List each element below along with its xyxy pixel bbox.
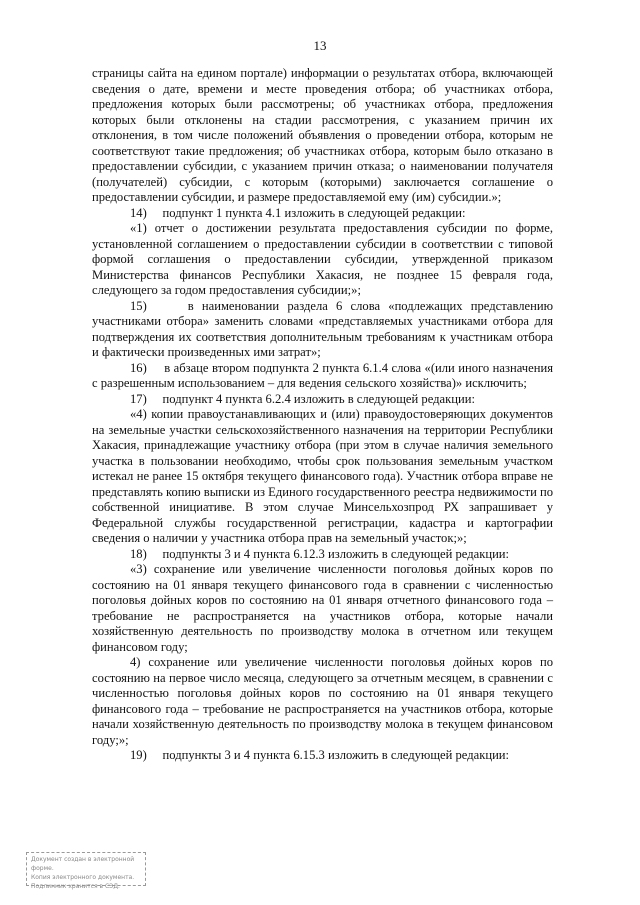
paragraph: «4) копии правоустанавливающих и (или) правоудостоверяющих документов на земельные участки сельскохозяйственного назначения на территории Республики Хакасия, принадлежащие участнику отбора (при этом в случае наличия земельного участка в пользовании необходимо, чтобы срок пользования земельным участком истекал не ранее 15 октября текущего финансового года). Участник отбора вправе не представлять копию выписки из Единого государственного реестра недвижимости по собственной инициативе. В этом случае Минсельхозпрод РХ запрашивает у Федеральной службы государственной регистрации, кадастра и картографии сведения о наличии у участника отбора прав на земельный участок;»; (92, 407, 553, 545)
paragraph: 19) подпункты 3 и 4 пункта 6.15.3 изложить в следующей редакции: (130, 748, 510, 762)
paragraph: 17) подпункт 4 пункта 6.2.4 изложить в следующей редакции: (130, 391, 475, 406)
paragraph: 15) в наименовании раздела 6 слова «подлежащих представлению участниками отбора» заменить словами «представляемых участниками отбора для подтверждения их соответствия дополнительным требованиям к участникам отбора и фактически произведенных ими затрат»; (92, 298, 553, 359)
paragraph: 18) подпункты 3 и 4 пункта 6.12.3 изложить в следующей редакции: (130, 546, 510, 561)
paragraph: 16) в абзаце втором подпункта 2 пункта 6.1.4 слова «(или иного назначения с разрешенным использованием – для ведения сельского хозяйства)» исключить; (92, 360, 553, 390)
paragraph: страницы сайта на едином портале) информации о результатах отбора, включающей сведения о дате, времени и месте проведения отбора; об участниках отбора, предложения которых были рассмотрены; об участниках отбора, предложения которых были отклонены на стадии рассмотрения, с указанием причин их отклонения, в том числе положений объявления о проведении отбора, которым не соответствуют такие предложения; об участниках отбора, которым было отказано в предоставлении субсидии, с указанием причин отказа; о наименовании получателя (получателей) субсидии, с которым (которыми) заключается соглашение о предоставлении субсидии, и размере предоставляемой ему (им) субсидии.»; (92, 66, 553, 204)
paragraph: 14) подпункт 1 пункта 4.1 изложить в следующей редакции: (130, 205, 466, 220)
stamp-line: Копия электронного документа. (31, 874, 135, 881)
electronic-document-stamp (26, 852, 146, 890)
page-number: 13 (313, 38, 327, 53)
paragraph: 4) сохранение или увеличение численности поголовья дойных коров по состоянию на первое число месяца, следующего за отчетным месяцем, в сравнении с численностью поголовья дойных коров по состоянию на 01 января текущего финансового года – требование не распространяется на участников отбора, которые начали хозяйственную деятельность по производству молока в текущем финансовом году;»; (92, 655, 553, 747)
stamp-line: Документ создан в электронной форме. (31, 856, 135, 872)
paragraph: «3) сохранение или увеличение численности поголовья дойных коров по состоянию на 01 января текущего финансового года в сравнении с численностью поголовья дойных коров по состоянию на 01 января отчетного финансового года – требование не распространяется на участников отбора, которые начали хозяйственную деятельность по производству молока в отчетном или текущем финансовом году; (92, 562, 553, 654)
paragraph: «1) отчет о достижении результата предоставления субсидии по форме, установленной соглашением о предоставлении субсидии в соответствии с типовой формой соглашения о предоставлении субсидии, утвержденной приказом Министерства финансов Республики Хакасия, не позднее 15 февраля года, следующего за годом предоставления субсидии;»; (92, 221, 553, 297)
stamp-line: Подлинник хранится в СЭД. (31, 883, 120, 890)
document-body (92, 66, 553, 764)
